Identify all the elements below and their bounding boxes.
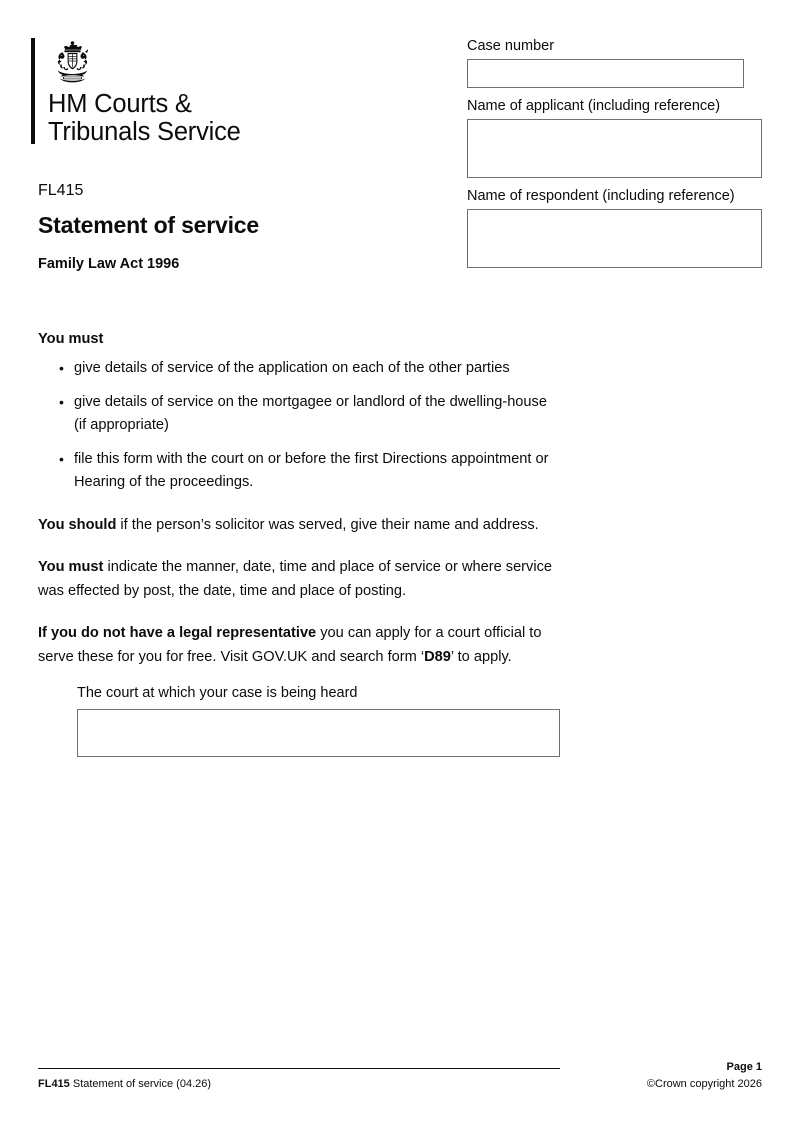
applicant-name-input[interactable] xyxy=(467,119,762,178)
case-number-label: Case number xyxy=(467,38,555,54)
instructions-section xyxy=(38,329,562,669)
legal-representative-text: you can apply for a court official to serve these for you for free. Visit GOV.UK and search form ‘ xyxy=(38,625,542,665)
you-must-lead: You must xyxy=(38,559,104,575)
case-details-panel xyxy=(467,37,762,268)
footer-divider xyxy=(38,1068,560,1069)
you-must-text: indicate the manner, date, time and place of service or where service was effected by post, the date, time and place of posting. xyxy=(38,559,552,599)
form-d89-reference: D89 xyxy=(424,648,451,665)
page-number: Page 1 xyxy=(726,1061,762,1073)
footer-form-code: FL415 xyxy=(38,1078,70,1090)
footer-form-description: Statement of service (04.26) xyxy=(69,1078,212,1090)
you-should-lead: You should xyxy=(38,516,117,533)
royal-coat-of-arms-icon xyxy=(48,40,241,84)
legal-representative-tail: ’ to apply. xyxy=(450,648,512,665)
footer-form-reference xyxy=(38,1077,211,1091)
court-label: The court at which your case is being heard xyxy=(77,685,358,701)
form-code: FL415 xyxy=(38,182,84,199)
legal-representative-lead: If you do not have a legal representative xyxy=(38,625,317,641)
copyright-notice: ©Crown copyright 2026 xyxy=(646,1078,762,1090)
you-should-paragraph xyxy=(38,514,562,538)
case-number-field xyxy=(467,37,762,88)
you-must-heading: You must xyxy=(38,331,104,347)
you-should-text: if the person’s solicitor was served, give their name and address. xyxy=(116,516,539,533)
list-item: • give details of service on the mortgagee or landlord of the dwelling-house (if appropriate) xyxy=(38,391,562,438)
applicant-name-label: Name of applicant (including reference) xyxy=(467,98,721,114)
requirements-list xyxy=(38,357,562,495)
respondent-name-input[interactable] xyxy=(467,209,762,268)
hmcts-organisation-name xyxy=(48,90,241,146)
court-field xyxy=(77,684,560,757)
case-number-input[interactable] xyxy=(467,59,744,88)
court-input[interactable] xyxy=(77,709,560,757)
hmcts-masthead xyxy=(31,38,241,144)
you-must-paragraph xyxy=(38,556,562,603)
hmcts-name-line-2: Tribunals Service xyxy=(48,118,241,146)
list-item: • give details of service of the application on each of the other parties xyxy=(38,357,562,381)
respondent-name-label: Name of respondent (including reference) xyxy=(467,188,735,204)
hmcts-name-line-1: HM Courts & xyxy=(48,90,192,118)
applicant-name-field xyxy=(467,97,762,178)
page-title: Statement of service xyxy=(38,212,259,238)
form-subtitle: Family Law Act 1996 xyxy=(38,256,180,272)
legal-representative-paragraph xyxy=(38,622,562,669)
respondent-name-field xyxy=(467,187,762,268)
list-item: • file this form with the court on or before the first Directions appointment or Hearing of the proceedings. xyxy=(38,448,562,495)
